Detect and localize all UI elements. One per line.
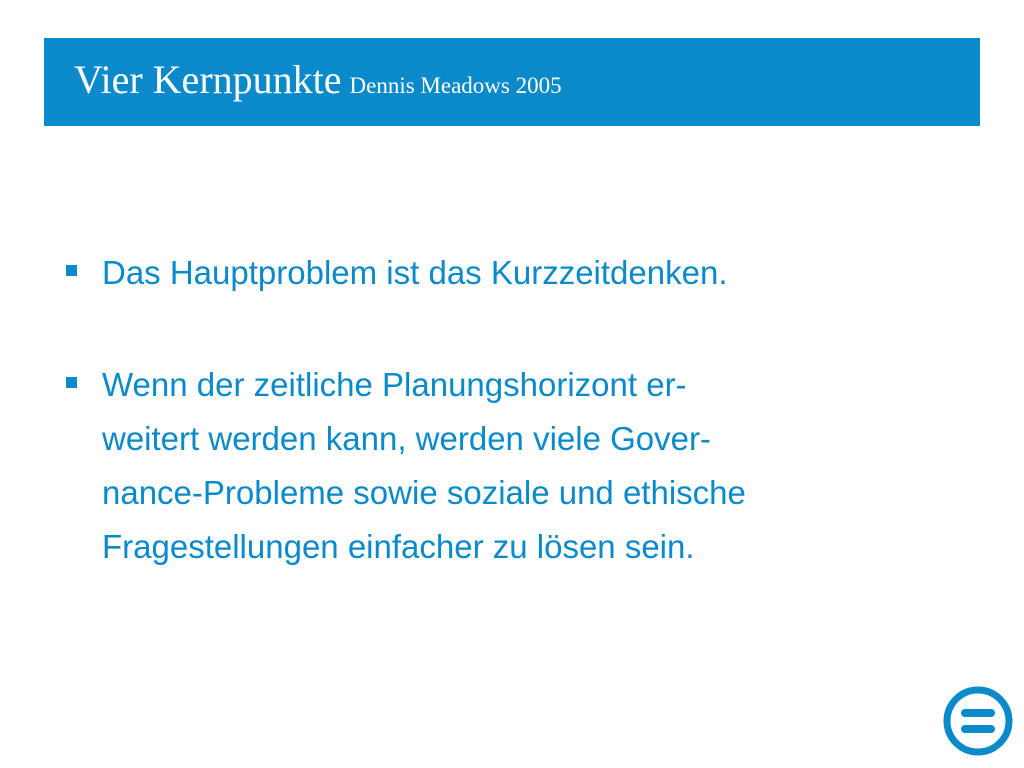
slide-title <box>74 57 562 102</box>
bullet-list <box>62 246 962 574</box>
title-main: Vier Kernpunkte <box>74 57 342 102</box>
bullet-line: Wenn der zeitliche Planungshorizont er- <box>102 366 687 403</box>
bullet-line: Fragestellungen einfacher zu lösen sein. <box>102 528 695 565</box>
bullet-line: nance-Probleme sowie soziale und ethische <box>102 474 746 511</box>
square-bullet-icon <box>66 377 77 388</box>
title-subtitle: Dennis Meadows 2005 <box>349 73 562 98</box>
bullet-line: weitert werden kann, werden viele Gover- <box>102 420 711 457</box>
bullet-item <box>62 246 962 300</box>
bullet-item <box>62 358 962 574</box>
title-bar <box>44 38 980 126</box>
equals-logo-icon <box>941 683 1015 759</box>
square-bullet-icon <box>66 265 77 276</box>
bullet-line: Das Hauptproblem ist das Kurzzeitdenken. <box>102 254 728 291</box>
